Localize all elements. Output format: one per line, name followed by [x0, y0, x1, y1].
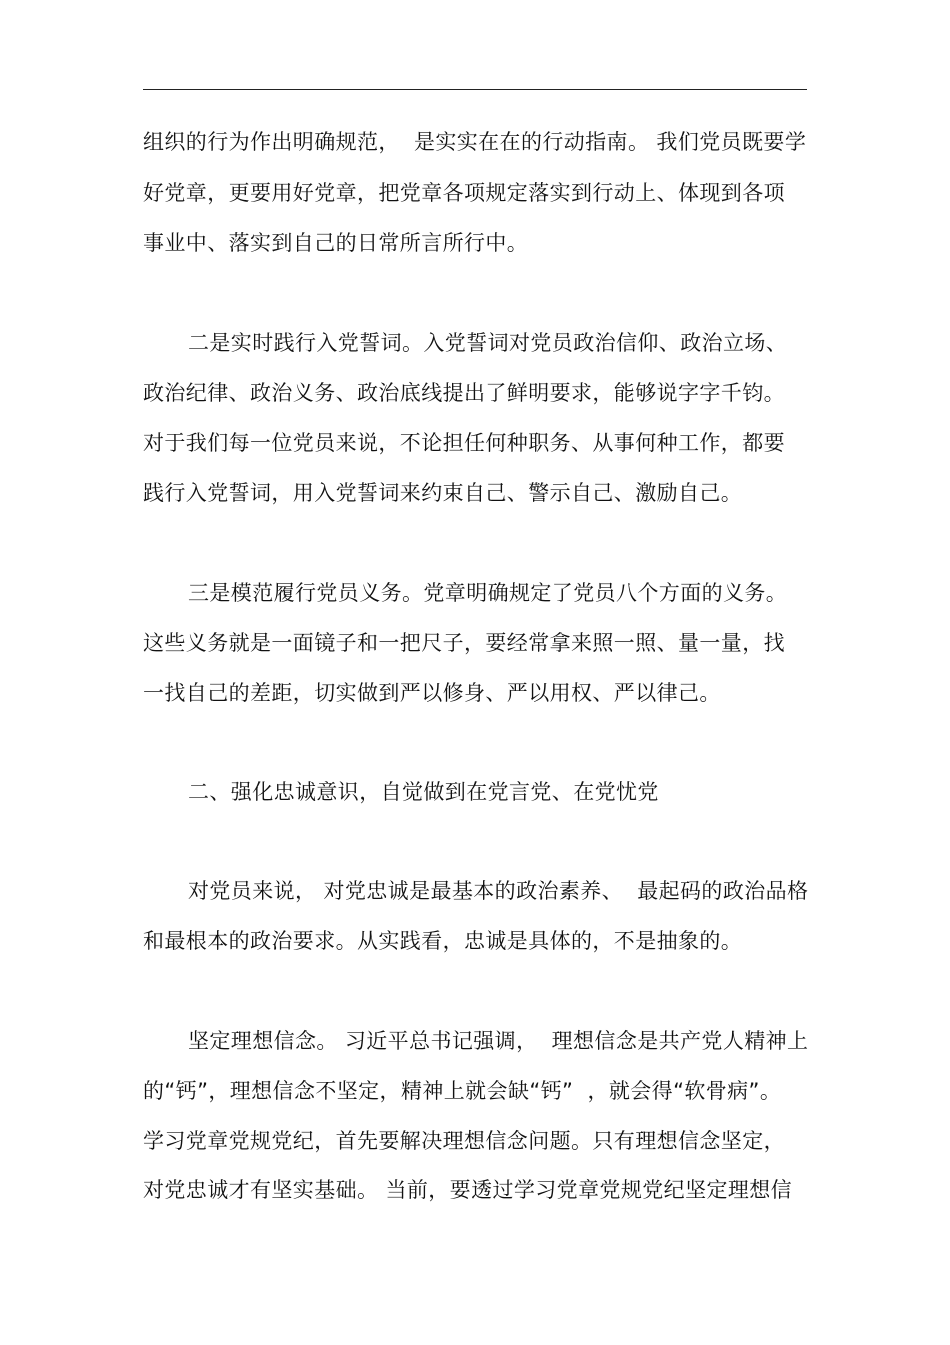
paragraph-2-line-4: 践行入党誓词，用入党誓词来约束自己、警示自己、激励自己。: [143, 481, 743, 505]
paragraph-1-line-1: 组织的行为作出明确规范， 是实实在在的行动指南。 我们党员既要学: [143, 130, 807, 154]
paragraph-3-line-2: 这些义务就是一面镜子和一把尺子，要经常拿来照一照、量一量，找: [143, 631, 785, 655]
paragraph-1-line-2: 好党章，更要用好党章，把党章各项规定落实到行动上、体现到各项: [143, 181, 785, 205]
header-rule: [143, 89, 807, 90]
paragraph-3-line-3: 一找自己的差距，切实做到严以修身、严以用权、严以律己。: [143, 681, 721, 705]
section-heading: 二、强化忠诚意识，自觉做到在党言党、在党忧党: [188, 780, 659, 804]
paragraph-6-line-4: 对党忠诚才有坚实基础。 当前，要透过学习党章党规党纪坚定理想信: [143, 1178, 793, 1202]
paragraph-3-line-1: 三是模范履行党员义务。党章明确规定了党员八个方面的义务。: [188, 581, 788, 605]
paragraph-5-line-1: 对党员来说， 对党忠诚是最基本的政治素养、 最起码的政治品格: [188, 879, 809, 903]
paragraph-2-line-3: 对于我们每一位党员来说，不论担任何种职务、从事何种工作，都要: [143, 431, 785, 455]
paragraph-1-line-3: 事业中、落实到自己的日常所言所行中。: [143, 231, 529, 255]
paragraph-6-line-2: 的“钙”，理想信念不坚定，精神上就会缺“钙” ，就会得“软骨病”。: [143, 1079, 782, 1103]
paragraph-6-line-1: 坚定理想信念。 习近平总书记强调， 理想信念是共产党人精神上: [188, 1029, 809, 1053]
paragraph-5-line-2: 和最根本的政治要求。从实践看，忠诚是具体的，不是抽象的。: [143, 929, 743, 953]
paragraph-2-line-2: 政治纪律、政治义务、政治底线提出了鲜明要求，能够说字字千钧。: [143, 381, 785, 405]
paragraph-6-line-3: 学习党章党规党纪，首先要解决理想信念问题。只有理想信念坚定，: [143, 1129, 785, 1153]
paragraph-2-line-1: 二是实时践行入党誓词。入党誓词对党员政治信仰、政治立场、: [188, 331, 788, 355]
